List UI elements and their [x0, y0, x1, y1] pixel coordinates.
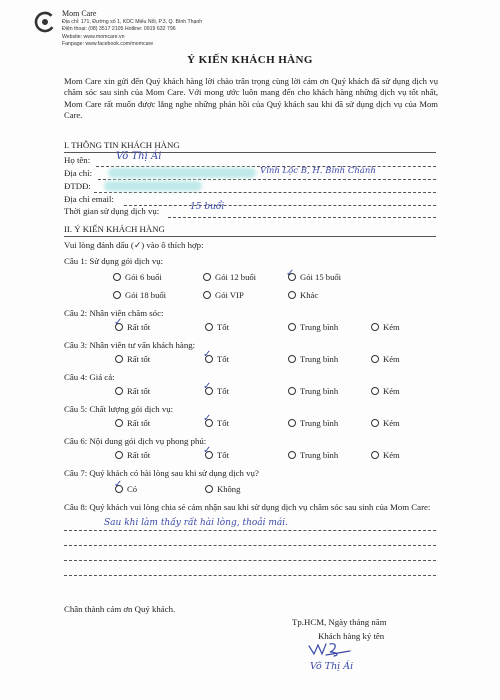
- q3-option-good[interactable]: Tốt: [205, 354, 229, 364]
- signature-mark: [306, 640, 356, 658]
- company-header: [62, 9, 202, 49]
- radio-icon: [288, 323, 296, 331]
- phone-field[interactable]: [94, 192, 436, 193]
- section-1-heading: I. THÔNG TIN KHÁCH HÀNG: [64, 140, 180, 150]
- q7-label: Câu 7: Quý khách có hài lòng sau khi sử dụng dịch vụ?: [64, 468, 259, 478]
- q2-option-average[interactable]: Trung bình: [288, 322, 338, 332]
- q5-option-average[interactable]: Trung bình: [288, 418, 338, 428]
- q6-option-very-good[interactable]: Rất tốt: [115, 450, 150, 460]
- date-line: Tp.HCM, Ngày tháng năm: [292, 617, 387, 627]
- radio-icon: [113, 291, 121, 299]
- usage-value: 15 buổi: [190, 202, 225, 212]
- check-mark-icon: ✓: [114, 479, 123, 490]
- section-2-rule: [64, 236, 436, 237]
- redacted-phone: [104, 181, 202, 191]
- radio-icon: [371, 387, 379, 395]
- name-label: Họ tên:: [64, 155, 91, 165]
- q4-option-average[interactable]: Trung bình: [288, 386, 338, 396]
- company-website: Website: www.momcare.vn: [62, 33, 125, 40]
- q1-option-12[interactable]: Gói 12 buổi: [203, 272, 256, 282]
- q1-option-15[interactable]: Gói 15 buổi: [288, 272, 341, 282]
- q1-option-other[interactable]: Khác: [288, 290, 318, 300]
- q2-option-good[interactable]: Tốt: [205, 322, 229, 332]
- radio-icon: [205, 485, 213, 493]
- q6-option-good[interactable]: Tốt: [205, 450, 229, 460]
- q1-option-6[interactable]: Gói 6 buổi: [113, 272, 162, 282]
- radio-icon: [203, 291, 211, 299]
- address-label: Địa chỉ:: [64, 168, 93, 178]
- radio-icon: [203, 273, 211, 281]
- brand-name: Mom Care: [62, 9, 97, 18]
- q6-label: Câu 6: Nội dung gói dịch vụ phong phú:: [64, 436, 207, 446]
- radio-icon: [115, 355, 123, 363]
- q8-answer: Sau khi làm thấy rất hài lòng, thoải mái.: [104, 518, 289, 528]
- radio-icon: [115, 419, 123, 427]
- name-value: Võ Thị Ái: [116, 151, 162, 162]
- check-mark-icon: ✓: [203, 445, 212, 456]
- check-mark-icon: ✓: [286, 268, 295, 279]
- q8-answer-line-1[interactable]: [64, 530, 436, 531]
- q7-option-no[interactable]: Không: [205, 484, 240, 494]
- radio-icon: [115, 451, 123, 459]
- q5-option-poor[interactable]: Kém: [371, 418, 400, 428]
- q2-option-very-good[interactable]: Rất tốt: [115, 322, 150, 332]
- email-field[interactable]: [124, 205, 436, 206]
- q5-label: Câu 5: Chất lượng gói dịch vụ:: [64, 404, 174, 414]
- q2-label: Câu 2: Nhân viên chăm sóc:: [64, 308, 164, 318]
- signature-name: Võ Thị Ái: [310, 661, 354, 672]
- q6-option-poor[interactable]: Kém: [371, 450, 400, 460]
- q8-answer-line-3[interactable]: [64, 560, 436, 561]
- q3-label: Câu 3: Nhân viên tư vấn khách hàng:: [64, 340, 196, 350]
- radio-icon: [371, 451, 379, 459]
- q8-label: Câu 8: Quý khách vui lòng chia sẻ cảm nhận sau khi sử dụng dịch vụ chăm sóc sau sinh của Mom Care:: [64, 502, 431, 512]
- q1-label: Câu 1: Sử dụng gói dịch vụ:: [64, 256, 164, 266]
- phone-label: ĐTDĐ:: [64, 181, 91, 191]
- q8-answer-line-4[interactable]: [64, 575, 436, 576]
- address-value: Vĩnh Lộc B, H. Bình Chánh: [260, 166, 376, 176]
- q4-option-very-good[interactable]: Rất tốt: [115, 386, 150, 396]
- radio-icon: [113, 273, 121, 281]
- usage-label: Thời gian sử dụng dịch vụ:: [64, 206, 160, 216]
- q3-option-average[interactable]: Trung bình: [288, 354, 338, 364]
- check-mark-icon: ✓: [114, 317, 123, 328]
- q1-option-vip[interactable]: Gói VIP: [203, 290, 244, 300]
- q3-option-poor[interactable]: Kém: [371, 354, 400, 364]
- signature-label: Khách hàng ký tên: [318, 631, 385, 641]
- q5-option-good[interactable]: Tốt: [205, 418, 229, 428]
- redacted-address: [108, 168, 256, 178]
- radio-icon: [288, 451, 296, 459]
- check-mark-icon: ✓: [203, 381, 212, 392]
- q7-option-yes[interactable]: Có: [115, 484, 137, 494]
- company-address: Địa chỉ: 171, Đường số 1, KDC Miếu Nổi, P.3, Q. Bình Thạnh: [62, 19, 203, 25]
- radio-icon: [288, 291, 296, 299]
- instruction-text: Vui lòng đánh dấu (✓) vào ô thích hợp:: [64, 240, 204, 250]
- company-phone: Điện thoại: (08) 3517 2105 Hotline: 0919 632 796: [62, 26, 176, 33]
- intro-paragraph: Mom Care xin gửi đến Quý khách hàng lời chào trân trọng cùng lời cảm ơn Quý khách đã sử dụng dịch vụ chăm sóc sau sinh của Mom Care. Với mong ước luôn mang đến cho khách hàng những dịch vụ tốt nhất, Mom Care rất muốn được lắng nghe những phản hồi của Quý khách sau khi đã sử dụng dịch vụ của Mom Care.: [64, 76, 438, 121]
- check-mark-icon: ✓: [203, 413, 212, 424]
- radio-icon: [371, 323, 379, 331]
- q8-answer-line-2[interactable]: [64, 545, 436, 546]
- q4-option-poor[interactable]: Kém: [371, 386, 400, 396]
- radio-icon: [288, 355, 296, 363]
- radio-icon: [288, 387, 296, 395]
- usage-field[interactable]: [168, 217, 436, 218]
- form-title: Ý KIẾN KHÁCH HÀNG: [187, 54, 313, 66]
- section-2-heading: II. Ý KIẾN KHÁCH HÀNG: [64, 224, 165, 234]
- check-mark-icon: ✓: [203, 349, 212, 360]
- q3-option-very-good[interactable]: Rất tốt: [115, 354, 150, 364]
- radio-icon: [371, 419, 379, 427]
- mom-care-logo-icon: [34, 11, 56, 33]
- radio-icon: [288, 419, 296, 427]
- radio-icon: [115, 387, 123, 395]
- q1-option-18[interactable]: Gói 18 buổi: [113, 290, 166, 300]
- q4-option-good[interactable]: Tốt: [205, 386, 229, 396]
- radio-icon: [205, 323, 213, 331]
- q5-option-very-good[interactable]: Rất tốt: [115, 418, 150, 428]
- q6-option-average[interactable]: Trung bình: [288, 450, 338, 460]
- address-field[interactable]: [98, 179, 436, 180]
- company-fanpage: Fanpage: www.facebook.com/momcare: [62, 41, 154, 48]
- q4-label: Câu 4: Giá cả:: [64, 372, 115, 382]
- q2-option-poor[interactable]: Kém: [371, 322, 400, 332]
- radio-icon: [371, 355, 379, 363]
- thanks-text: Chân thành cảm ơn Quý khách.: [64, 604, 176, 614]
- email-label: Địa chỉ email:: [64, 194, 114, 204]
